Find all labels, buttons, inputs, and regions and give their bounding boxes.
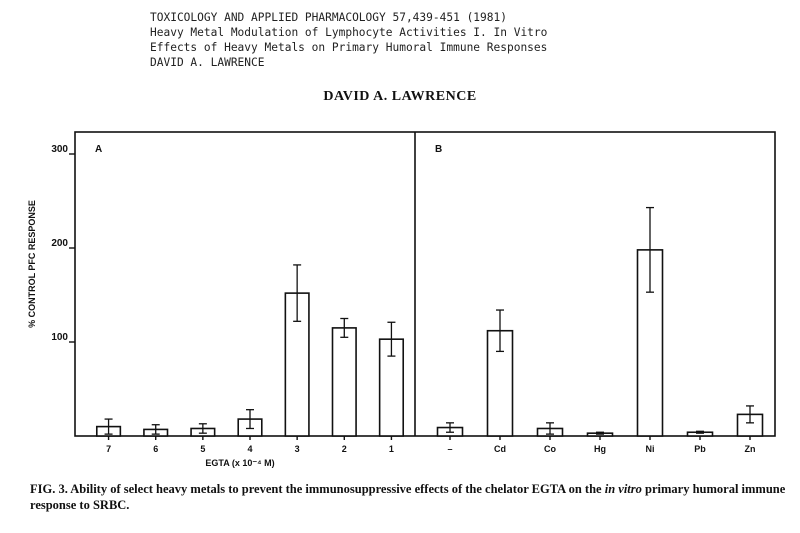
x-tick-label: 6: [153, 444, 159, 454]
caption-prefix: FIG. 3. Ability of select heavy metals to prevent the immunosuppressive effects of the chelator EGTA on the: [30, 482, 602, 496]
y-axis-label: % CONTROL PFC RESPONSE: [27, 200, 37, 328]
panel-label: B: [435, 144, 443, 155]
x-tick-label: Co: [544, 444, 556, 454]
citation-journal: TOXICOLOGY AND APPLIED PHARMACOLOGY 57,439-451 (1981): [150, 11, 507, 24]
citation-title-line-2: Effects of Heavy Metals on Primary Humoral Immune Responses: [150, 41, 548, 54]
x-tick-label: Hg: [594, 444, 606, 454]
x-tick-label: 7: [106, 444, 112, 454]
caption-suffix: primary humoral immune response to SRBC.: [30, 482, 786, 512]
x-tick-label: –: [447, 444, 453, 454]
figure-caption: [30, 481, 790, 513]
bar: [333, 328, 357, 436]
figure-3-chart: [0, 120, 800, 475]
panel-label: A: [95, 144, 103, 155]
y-tick-label: 200: [51, 238, 68, 249]
citation-block: [150, 10, 770, 70]
x-tick-label: 3: [294, 444, 300, 454]
x-tick-label: Ni: [645, 444, 655, 454]
citation-title-line-1: Heavy Metal Modulation of Lymphocyte Activities I. In Vitro: [150, 26, 548, 39]
chart-frame: [75, 132, 775, 436]
page-heading: DAVID A. LAWRENCE: [323, 89, 477, 104]
y-tick-label: 100: [51, 332, 68, 343]
x-tick-label: Pb: [694, 444, 706, 454]
citation-author: DAVID A. LAWRENCE: [150, 56, 265, 69]
x-tick-label: 1: [388, 444, 394, 454]
y-tick-label: 300: [51, 144, 68, 155]
x-tick-label: 2: [341, 444, 347, 454]
x-tick-label: 4: [247, 444, 253, 454]
x-tick-label: Cd: [494, 444, 506, 454]
x-axis-label: EGTA (x 10⁻⁴ M): [205, 458, 275, 468]
x-tick-label: Zn: [744, 444, 756, 454]
caption-italic: in vitro: [604, 482, 642, 496]
x-tick-label: 5: [200, 444, 206, 454]
